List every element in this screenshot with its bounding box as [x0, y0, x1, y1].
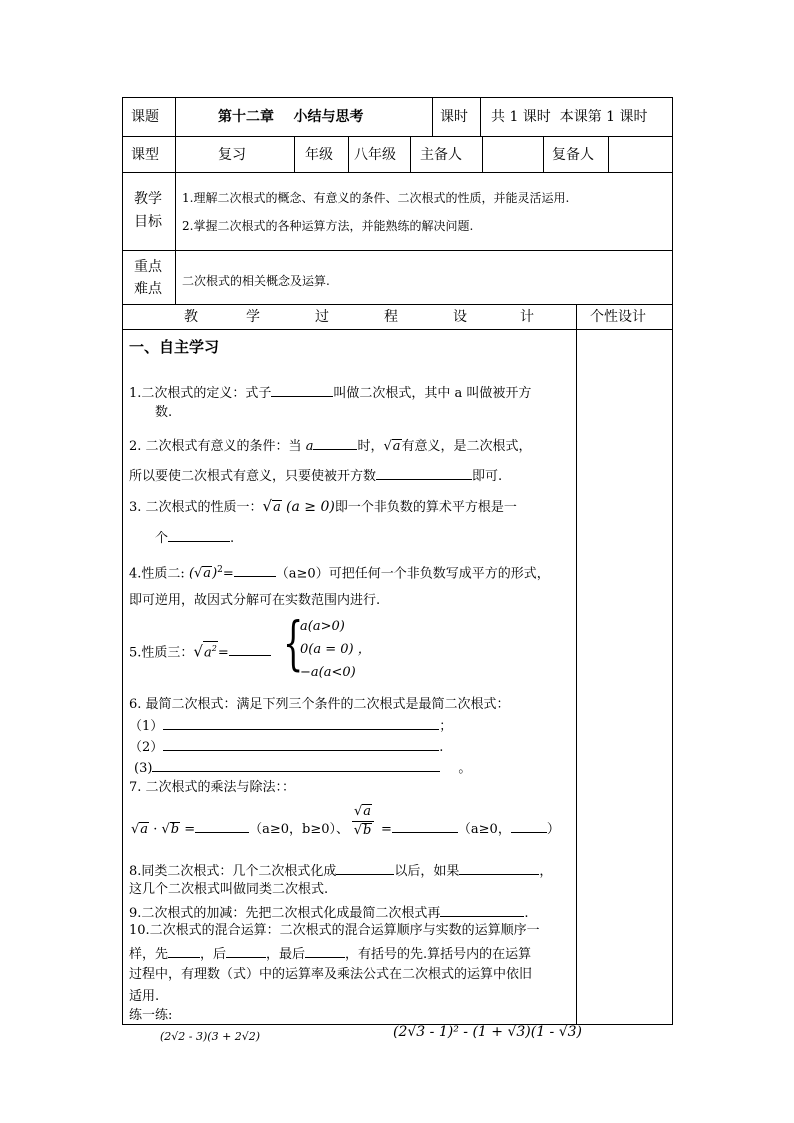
col-line: [410, 136, 411, 172]
period-value: 共 1 课时 本课第 1 课时: [491, 109, 648, 125]
q4-text-c: 即可逆用，故因式分解可在实数范围内进行.: [129, 593, 381, 608]
q8-text-b: 以后，如果: [394, 864, 460, 879]
q7-div: [381, 819, 560, 838]
q7-div-cond-a: （a≥0，: [457, 822, 511, 837]
grade-value: 八年级: [354, 147, 396, 163]
col-line: [348, 136, 349, 172]
q1-blank: [271, 383, 333, 397]
q7-div-blank: [392, 819, 458, 833]
side-heading: 个性设计: [590, 309, 646, 325]
q10-text-e: ，有括号的先.算括号内的在运算: [345, 947, 532, 962]
col-line: [672, 97, 673, 1025]
q6-1-end: ；: [439, 719, 453, 734]
q6-2-blank: [163, 737, 439, 751]
q3-text-a: 3. 二次根式的性质一：: [129, 500, 263, 515]
row-line: [122, 304, 673, 305]
q1-text-b: 叫做二次根式，其中 a 叫做被开方: [333, 386, 532, 401]
col-line: [543, 136, 544, 172]
q1-line: [129, 383, 531, 402]
q10-blank-3: [305, 944, 345, 958]
q9-blank: [440, 903, 524, 917]
q5-case-1: a(a>0): [300, 619, 345, 634]
col-line: [482, 136, 483, 172]
q5-line: [129, 641, 271, 661]
q1-text-a: 1.二次根式的定义：式子: [129, 386, 272, 401]
q2-radicand: a: [392, 439, 401, 454]
q10-line-2: [129, 944, 531, 963]
process-heading-char: 教: [184, 309, 198, 325]
q2-blank-2: [376, 466, 472, 480]
q6-3-end: 。: [458, 761, 472, 776]
q6-2-label: （2）: [129, 740, 164, 755]
q7-mul-blank: [195, 819, 249, 833]
col-line: [480, 97, 481, 136]
q5-case-2: 0(a = 0) ，: [300, 642, 371, 657]
keypoints-label-2: 难点: [134, 281, 162, 297]
period-label: 课时: [440, 109, 468, 125]
q5-brace: {: [283, 609, 304, 677]
q10-text-b: 样，先: [129, 947, 169, 962]
process-heading-char: 学: [246, 309, 260, 325]
type-label: 课型: [131, 147, 159, 163]
q7-div-cond-blank: [511, 819, 547, 833]
q4-expr: (√a): [188, 566, 218, 582]
q6-item-1: [129, 716, 452, 735]
q6-text-a: 6. 最简二次根式：满足下列三个条件的二次根式是最简二次根式：: [129, 697, 510, 712]
q9-text-a: 9.二次根式的加减：先把二次根式化成最简二次根式再: [129, 906, 441, 921]
q2-text-d: 所以要使二次根式有意义，只要使被开方数: [129, 469, 377, 484]
q2-text-b: 时，: [357, 439, 384, 454]
col-line: [608, 136, 609, 172]
goal-item-1: 1.理解二次根式的概念、有意义的条件、二次根式的性质，并能灵活运用.: [182, 191, 570, 205]
q6-item-2: [129, 737, 443, 756]
q7-div-fraction: √a √b: [352, 804, 374, 839]
q8-blank-1: [336, 861, 394, 875]
q5-radicand: $a^2$: [203, 641, 218, 660]
q2-text-a: 2. 二次根式有意义的条件：当: [129, 439, 302, 454]
row-line: [122, 172, 673, 173]
q6-item-3: [134, 758, 471, 777]
q7-mul-eq: =: [184, 822, 196, 837]
q4-blank: [234, 563, 276, 577]
q2-var: a: [305, 439, 314, 454]
q7-div-cond-b: ）: [546, 822, 560, 837]
q3-text-b: 即一个非负数的算术平方根是一: [334, 500, 517, 515]
keypoints-label-1: 重点: [134, 259, 162, 275]
process-heading-char: 设: [453, 309, 467, 325]
q4-eq: =: [222, 566, 234, 582]
q3-radicand: a: [273, 500, 281, 515]
q2-text-c: 有意义，是二次根式，: [401, 439, 532, 454]
q9-line: [129, 903, 529, 922]
row-line: [122, 97, 673, 98]
topic-label: 课题: [131, 109, 159, 125]
preparer-label: 主备人: [420, 147, 462, 163]
q4-line: [129, 562, 550, 582]
q5-text-a: 5.性质三：: [129, 645, 194, 661]
process-heading-char: 过: [315, 309, 329, 325]
q3-text-d: .: [230, 531, 235, 546]
q4-sup: 2: [217, 565, 223, 575]
q10-text-c: ，后: [200, 947, 227, 962]
col-line: [294, 136, 295, 172]
q9-text-b: .: [524, 906, 529, 921]
process-heading-char: 程: [384, 309, 398, 325]
q2-blank-1: [313, 436, 357, 450]
q8-text-c: ，: [539, 864, 553, 879]
row-line: [122, 329, 673, 330]
q10-text-a: 10.二次根式的混合运算：二次根式的混合运算顺序与实数的运算顺序一: [129, 923, 540, 938]
q1-text-c: 数.: [155, 405, 173, 420]
q3-sqrt-symbol: √: [262, 497, 273, 515]
q10-text-f: 过程中，有理数（式）中的运算率及乘法公式在二次根式的运算中依旧: [129, 967, 533, 982]
q8-blank-2: [459, 861, 539, 875]
process-heading-char: 计: [520, 309, 534, 325]
q7-div-eq: =: [381, 822, 392, 837]
q6-2-end: .: [439, 740, 444, 755]
q10-text-d: ，最后: [266, 947, 306, 962]
type-value: 复习: [218, 147, 246, 163]
q7-mul: [131, 819, 349, 838]
q6-3-blank: [152, 758, 440, 772]
q8-text-d: 这几个二次根式叫做同类二次根式.: [129, 882, 329, 897]
q2-line-2: [129, 466, 502, 485]
col-line: [175, 97, 176, 136]
q2-text-e: 即可.: [472, 469, 503, 484]
practice-label: 练一练:: [129, 1008, 173, 1023]
q10-blank-1: [168, 944, 200, 958]
q6-1-blank: [163, 716, 439, 730]
q10-blank-2: [226, 944, 266, 958]
q5-sqrt-symbol: √: [193, 642, 203, 661]
q3-expr: (a ≥ 0): [286, 499, 335, 515]
q8-text-a: 8.同类二次根式：几个二次根式化成: [129, 864, 337, 879]
q2-sqrt-symbol: √: [383, 439, 392, 454]
goals-label-1: 教学: [134, 191, 162, 207]
exercise-2: (2√3 - 1)² - (1 + √3)(1 - √3): [393, 1024, 583, 1040]
q2-line: [129, 436, 532, 455]
goal-item-2: 2.掌握二次根式的各种运算方法，并能熟练的解决问题.: [182, 219, 474, 233]
q7-mul-cond: （a≥0，b≥0）、: [249, 822, 350, 837]
q6-3-label: (3): [134, 761, 153, 776]
q4-text-a: 4.性质二:: [129, 566, 185, 582]
q3-text-c: 个: [155, 531, 169, 546]
col-line: [122, 97, 123, 1025]
q5-eq: =: [217, 645, 229, 661]
q8-line: [129, 861, 552, 880]
q3-line: [129, 498, 517, 516]
q4-text-b: （a≥0）可把任何一个非负数写成平方的形式，: [275, 566, 550, 582]
q3-blank: [168, 528, 230, 542]
topic-value: 第十二章 小结与思考: [218, 109, 364, 125]
section-title: 一、自主学习: [129, 338, 220, 356]
col-line: [576, 304, 577, 1024]
q7-mul-expr: √a · √b: [131, 822, 180, 837]
q3-line-2: [155, 528, 234, 547]
q5-sup: 2: [211, 644, 217, 653]
exercise-1: (2√2 - 3)(3 + 2√2): [160, 1030, 261, 1043]
row-line: [122, 136, 673, 137]
backup-label: 复备人: [552, 147, 594, 163]
q7-text-a: 7. 二次根式的乘法与除法：：: [129, 780, 296, 795]
q6-1-label: （1）: [129, 719, 164, 734]
goals-label-2: 目标: [134, 214, 162, 230]
col-line: [175, 172, 176, 304]
col-line: [175, 136, 176, 172]
q10-text-g: 适用.: [129, 989, 160, 1004]
q5-case-3: −a(a<0): [300, 665, 356, 680]
col-line: [432, 97, 433, 136]
keypoints-text: 二次根式的相关概念及运算.: [182, 274, 330, 288]
q5-blank: [229, 642, 271, 656]
grade-label: 年级: [305, 147, 333, 163]
row-line: [122, 250, 673, 251]
